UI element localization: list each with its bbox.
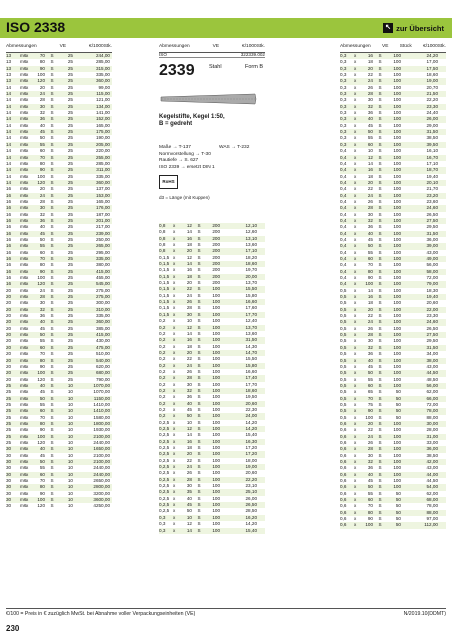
table-row: 25 m6 x 120 S 10 2440,00 xyxy=(6,439,110,445)
table-row: 0,5 x 45 S 100 43,00 xyxy=(340,363,438,369)
footer xyxy=(6,608,446,617)
table-row: 14 m6 x 20 S 25 99,00 xyxy=(6,84,110,90)
table-row: 14 m6 x 70 S 25 255,00 xyxy=(6,154,110,160)
table-row: 0,2,5 x 40 S 100 26,00 xyxy=(159,495,257,501)
table-row: 0,8 x 14 S 200 12,60 xyxy=(159,229,257,235)
table-row: 0,3 x 32 S 100 23,30 xyxy=(340,104,446,110)
overview-link[interactable] xyxy=(383,21,444,35)
table-row: 0,2 x 14 S 100 13,60 xyxy=(159,330,257,336)
table-row: 25 m6 x 50 S 10 1150,00 xyxy=(6,395,110,401)
table-row: 0,2,5 x 28 S 100 22,20 xyxy=(159,477,265,483)
table-row: 13 m6 x 80 S 25 285,00 xyxy=(6,59,110,65)
table-row: 0,5 x 65 S 50 62,00 xyxy=(340,389,438,395)
table-row: 14 m6 x 32 S 25 141,00 xyxy=(6,110,110,116)
table-row: 16 m6 x 120 S 25 545,00 xyxy=(6,281,110,287)
table-row: 0,3 x 28 S 100 21,50 xyxy=(340,91,446,97)
table-row: 0,4 x 32 S 100 27,50 xyxy=(340,218,446,224)
table-row: 25 m6 x 45 S 10 1070,00 xyxy=(6,389,110,395)
table-row: 14 m6 x 120 S 25 360,00 xyxy=(6,179,110,185)
table-row: 0,2 x 26 S 100 16,60 xyxy=(159,368,257,374)
table-row: 0,2 x 40 S 100 20,60 xyxy=(159,401,265,407)
table-row: 16 m6 x 20 S 25 137,00 xyxy=(6,186,110,192)
table-row: 16 m6 x 45 S 25 239,00 xyxy=(6,230,110,236)
table-row: 0,4 x 45 S 100 36,00 xyxy=(340,236,438,242)
table-row: 0,5 x 22 S 100 23,30 xyxy=(340,313,438,319)
table-row: 0,4 x 100 S 100 79,00 xyxy=(340,281,446,287)
table-row: 0,4 x 30 S 100 26,50 xyxy=(340,211,438,217)
footer-note: €/100 = Preis in € zuzüglich MwSt. bei Abnahme voller Verpackungseinheiten (VE) xyxy=(6,611,196,617)
table-row: 0,5 x 55 S 100 48,50 xyxy=(340,376,438,382)
table-row: 0,2 x 12 S 100 13,70 xyxy=(159,325,265,331)
table-row: 0,4 x 16 S 100 18,70 xyxy=(340,167,446,173)
table-row: 0,5 x 14 S 100 18,30 xyxy=(340,287,438,293)
table-row: 0,1,5 x 30 S 100 17,70 xyxy=(159,312,265,318)
table-row: 0,8 x 20 S 200 17,10 xyxy=(159,248,265,254)
table-row: 0,5 x 32 S 100 31,50 xyxy=(340,345,446,351)
table-row: 20 m6 x 70 S 25 510,00 xyxy=(6,351,110,357)
info-link[interactable]: Normvorstellung → T-30 xyxy=(159,151,211,157)
page-number: 230 xyxy=(6,624,20,633)
table-row: 20 m6 x 30 S 25 300,00 xyxy=(6,300,110,306)
product-note: d3 = Länge (mit Kuppen) xyxy=(159,195,210,200)
table-row: 14 m6 x 50 S 25 190,00 xyxy=(6,135,110,141)
table-row: 0,2,5 x 45 S 100 26,50 xyxy=(159,502,265,508)
table-row: 0,4 x 90 S 100 72,00 xyxy=(340,275,438,281)
table-row: 0,3 x 20 S 100 17,50 xyxy=(340,66,446,72)
table-row: 0,1,5 x 28 S 100 17,60 xyxy=(159,305,257,311)
table-row: 0,2 x 28 S 100 17,40 xyxy=(159,375,265,381)
product-material: Stahl xyxy=(209,64,222,70)
table-row: 0,2,5 x 22 S 100 18,00 xyxy=(159,457,257,463)
table-row: 0,6 x 20 S 100 30,00 xyxy=(340,421,446,427)
table-row: 0,3 x 60 S 100 39,50 xyxy=(340,142,446,148)
table-row: 0,5 x 30 S 100 29,50 xyxy=(340,338,438,344)
table-row: 0,2 x 32 S 100 18,60 xyxy=(159,388,265,394)
table-row: 0,3 x 55 S 100 38,50 xyxy=(340,135,438,141)
table-row: 20 m6 x 24 S 25 275,00 xyxy=(6,287,110,293)
table-row: 30 m6 x 50 S 10 2100,00 xyxy=(6,459,110,464)
table-row: 0,1,5 x 24 S 100 15,80 xyxy=(159,292,257,298)
table-row: 0,6 x 60 S 50 68,00 xyxy=(340,497,446,503)
table-column-1 xyxy=(6,44,112,510)
table-row: 16 m6 x 60 S 25 295,00 xyxy=(6,249,110,255)
table-row: 0,4 x 28 S 100 24,60 xyxy=(340,205,446,211)
table-row: 0,4 x 22 S 100 21,70 xyxy=(340,186,438,192)
table-row: 0,6 x 22 S 100 28,00 xyxy=(340,427,438,433)
table-row: 0,3 x 10 S 100 16,20 xyxy=(159,515,265,521)
table-row: 0,2 x 50 S 100 24,00 xyxy=(159,413,265,419)
table-row: 0,8 x 18 S 200 13,60 xyxy=(159,242,257,248)
table-row: 20 m6 x 45 S 25 385,00 xyxy=(6,325,110,331)
table-row: 0,2 x 45 S 100 22,30 xyxy=(159,406,257,412)
table-row: 0,6 x 24 S 100 31,00 xyxy=(340,434,446,440)
table-row: 0,5 x 90 S 50 78,00 xyxy=(340,408,446,414)
rohs-badge: RoHS xyxy=(159,175,178,189)
table-row: 0,2 x 30 S 100 17,70 xyxy=(159,381,257,387)
table-row: 0,2,5 x 10 S 100 14,20 xyxy=(159,419,257,425)
table-row: 14 m6 x 24 S 25 115,00 xyxy=(6,91,110,97)
table-row: 25 m6 x 80 S 10 1800,00 xyxy=(6,420,110,426)
column-header: Abmessungen VE €/1000Stk. xyxy=(159,44,265,53)
table-row: 0,2,5 x 24 S 100 19,00 xyxy=(159,464,265,470)
table-row: 0,6 x 26 S 100 33,00 xyxy=(340,439,438,445)
info-link[interactable]: Maße → T-137 xyxy=(159,145,191,150)
product-info-links xyxy=(159,145,215,171)
table-row: 25 m6 x 40 S 10 1070,00 xyxy=(6,382,110,388)
table-row: 0,1,5 x 20 S 200 13,70 xyxy=(159,280,257,286)
table-row: 13 m6 x 100 S 25 335,00 xyxy=(6,72,110,78)
column-header: Abmessungen VE Stück €/1000Stk. xyxy=(340,44,446,53)
table-row: 30 m6 x 60 S 10 2440,00 xyxy=(6,471,110,477)
table-row: 16 m6 x 40 S 25 217,00 xyxy=(6,224,110,230)
table-row: 14 m6 x 60 S 25 220,00 xyxy=(6,148,110,154)
product-info xyxy=(159,52,265,220)
table-row: 0,6 x 32 S 100 42,00 xyxy=(340,459,446,465)
table-row: 0,6 x 36 S 100 43,00 xyxy=(340,465,438,471)
table-row: 0,3 x 45 S 100 29,00 xyxy=(340,122,438,128)
table-row: 0,4 x 50 S 100 39,00 xyxy=(340,243,446,249)
overview-label: zur Übersicht xyxy=(396,23,444,33)
table-row: 0,2,5 x 16 S 100 16,30 xyxy=(159,439,265,445)
table-row: 13 m6 x 120 S 25 360,00 xyxy=(6,78,110,84)
table-row: 0,5 x 16 S 100 19,40 xyxy=(340,294,446,300)
table-row: 0,5 x 36 S 100 34,00 xyxy=(340,351,438,357)
table-row: 30 m6 x 120 S 10 4250,00 xyxy=(6,503,110,509)
table-row: 0,6 x 50 S 100 54,00 xyxy=(340,484,446,490)
table-row: 0,4 x 20 S 100 20,10 xyxy=(340,180,446,186)
table-row: 0,5 x 60 S 100 56,00 xyxy=(340,383,446,389)
table-row: 14 m6 x 45 S 25 175,00 xyxy=(6,129,110,135)
table-row: 13 m6 x 70 S 25 244,00 xyxy=(6,53,110,58)
table-row: 0,4 x 10 S 100 16,10 xyxy=(340,148,438,154)
table-row: 14 m6 x 28 S 25 121,00 xyxy=(6,97,110,103)
table-row: 16 m6 x 70 S 25 335,00 xyxy=(6,256,110,261)
table-row: 0,2 x 18 S 100 14,30 xyxy=(159,343,257,349)
table-row: 0,2,5 x 12 S 100 14,20 xyxy=(159,426,265,432)
table-row: 20 m6 x 120 S 25 790,00 xyxy=(6,376,110,382)
column-header: Abmessungen VE €/1000Stk. xyxy=(6,44,112,53)
table-row: 0,3 x 50 S 100 31,50 xyxy=(340,129,446,135)
table-row: 0,3 x 22 S 100 18,60 xyxy=(340,72,438,78)
table-row: 0,1,5 x 12 S 200 18,20 xyxy=(159,254,257,260)
table-row: 0,5 x 20 S 100 22,00 xyxy=(340,307,446,313)
table-row: 0,3 x 18 S 100 17,00 xyxy=(340,59,438,65)
table-row: 14 m6 x 100 S 25 335,00 xyxy=(6,173,110,179)
table-row: 20 m6 x 55 S 25 430,00 xyxy=(6,338,110,344)
info-link[interactable]: WAS → T-232 xyxy=(219,145,250,150)
table-row: 16 m6 x 24 S 25 153,00 xyxy=(6,192,110,198)
table-row: 0,2,5 x 14 S 100 15,40 xyxy=(159,432,257,438)
table-row: 14 m6 x 80 S 25 285,00 xyxy=(6,160,110,166)
table-row: 0,2 x 10 S 100 12,40 xyxy=(159,318,257,324)
table-row: 0,4 x 18 S 100 19,40 xyxy=(340,173,438,179)
table-row: 20 m6 x 100 S 25 680,00 xyxy=(6,370,110,376)
table-row: 0,3 x 24 S 100 19,00 xyxy=(340,78,446,84)
table-row: 0,1,5 x 22 S 100 15,50 xyxy=(159,286,265,292)
table-row: 0,5 x 70 S 50 66,00 xyxy=(340,396,446,402)
table-row: 30 m6 x 70 S 10 2650,00 xyxy=(6,478,110,484)
table-row: 0,3 x 12 S 100 14,20 xyxy=(159,521,257,527)
table-row: 16 m6 x 80 S 25 380,00 xyxy=(6,262,110,268)
table-row: 14 m6 x 55 S 25 205,00 xyxy=(6,141,110,147)
table-row: 14 m6 x 90 S 25 311,00 xyxy=(6,167,110,173)
table-row: 30 m6 x 100 S 10 3600,00 xyxy=(6,497,110,503)
page-title: ISO 2338 xyxy=(6,19,66,35)
product-number: 2339 xyxy=(159,62,195,79)
table-row: 30 m6 x 55 S 10 2440,00 xyxy=(6,465,110,471)
table-row: 0,8 x 16 S 200 13,10 xyxy=(159,236,265,242)
table-row: 0,2,5 x 26 S 100 20,60 xyxy=(159,470,257,476)
table-row: 0,3 x 16 S 100 24,20 xyxy=(340,53,446,59)
table-row: 0,6 x 100 S 50 112,00 xyxy=(340,522,446,528)
table-row: 16 m6 x 30 S 25 176,00 xyxy=(6,205,110,211)
table-column-2 xyxy=(159,223,265,534)
table-row: 30 m6 x 80 S 10 2800,00 xyxy=(6,484,110,490)
table-row: 25 m6 x 100 S 10 2100,00 xyxy=(6,433,110,439)
table-row: 0,3 x 36 S 100 24,40 xyxy=(340,110,438,116)
table-row: 20 m6 x 90 S 25 620,00 xyxy=(6,363,110,369)
table-row: 0,3 x 30 S 100 22,20 xyxy=(340,97,438,103)
table-row: 0,4 x 24 S 100 23,20 xyxy=(340,193,446,199)
table-row: 13 m6 x 90 S 25 315,00 xyxy=(6,65,110,71)
table-row: 0,2,5 x 50 S 100 28,50 xyxy=(159,508,257,514)
table-row: 0,4 x 26 S 100 23,60 xyxy=(340,198,438,204)
table-row: 20 m6 x 28 S 25 275,00 xyxy=(6,294,110,300)
table-row: 20 m6 x 50 S 25 415,00 xyxy=(6,332,110,338)
table-row: 0,6 x 40 S 100 44,00 xyxy=(340,472,446,478)
taper-pin-illustration xyxy=(159,88,259,110)
table-row: 16 m6 x 100 S 25 455,00 xyxy=(6,275,110,281)
table-row: 20 m6 x 60 S 25 475,00 xyxy=(6,344,110,350)
arrow-up-left-icon: ↖ xyxy=(383,23,393,33)
table-row: 0,5 x 75 S 50 72,00 xyxy=(340,401,438,407)
table-row: 0,5 x 18 S 100 20,60 xyxy=(340,300,438,306)
table-row: 0,5 x 50 S 100 44,50 xyxy=(340,370,446,376)
product-header: ISO 322339.002 xyxy=(159,52,265,57)
table-row: 0,2 x 20 S 100 14,70 xyxy=(159,350,265,356)
table-row: 0,2 x 22 S 100 15,50 xyxy=(159,356,257,362)
table-row: 25 m6 x 60 S 10 1410,00 xyxy=(6,408,110,414)
table-row: 14 m6 x 40 S 25 165,00 xyxy=(6,122,110,128)
table-row: 0,6 x 80 S 50 88,00 xyxy=(340,510,446,516)
table-row: 0,5 x 40 S 100 38,00 xyxy=(340,358,446,364)
table-row: 0,1,5 x 14 S 200 18,60 xyxy=(159,261,265,267)
table-row: 20 m6 x 80 S 25 540,00 xyxy=(6,357,110,363)
table-row: 14 m6 x 30 S 25 134,00 xyxy=(6,103,110,109)
table-row: 20 m6 x 40 S 25 360,00 xyxy=(6,319,110,325)
table-row: 0,5 x 28 S 100 27,50 xyxy=(340,332,446,338)
table-row: 0,2 x 36 S 100 19,50 xyxy=(159,394,257,400)
table-row: 30 m6 x 90 S 10 3200,00 xyxy=(6,490,110,496)
table-row: 25 m6 x 55 S 10 1410,00 xyxy=(6,401,110,407)
table-row: 14 m6 x 36 S 25 152,00 xyxy=(6,116,110,122)
table-row: 0,4 x 80 S 100 58,00 xyxy=(340,269,446,275)
table-row: 20 m6 x 32 S 25 310,00 xyxy=(6,306,110,312)
info-link[interactable]: Rautiefe → S. 627 xyxy=(159,158,199,164)
table-row: 25 m6 x 70 S 10 1580,00 xyxy=(6,414,110,420)
table-row: 0,4 x 60 S 100 49,00 xyxy=(340,256,446,262)
table-row: 0,2,5 x 18 S 100 17,20 xyxy=(159,445,257,451)
table-row: 30 m6 x 40 S 10 1650,00 xyxy=(6,446,110,452)
table-row: 0,6 x 30 S 100 38,50 xyxy=(340,452,438,458)
table-row: 25 m6 x 90 S 10 1930,00 xyxy=(6,427,110,433)
table-row: 16 m6 x 32 S 25 187,00 xyxy=(6,211,110,217)
table-row: 0,6 x 70 S 50 78,00 xyxy=(340,503,438,509)
table-row: 0,3 x 14 S 100 15,40 xyxy=(159,528,265,534)
table-row: 0,3 x 26 S 100 20,70 xyxy=(340,84,438,90)
table-row: 0,5 x 100 S 50 88,00 xyxy=(340,414,438,420)
table-row: 30 m6 x 45 S 10 2100,00 xyxy=(6,452,110,458)
product-form: Form B xyxy=(244,64,263,70)
table-row: 0,4 x 14 S 100 17,10 xyxy=(340,160,438,166)
table-row: 0,2 x 24 S 100 15,80 xyxy=(159,363,265,369)
table-row: 0,1,5 x 18 S 200 20,00 xyxy=(159,274,265,280)
table-column-3 xyxy=(340,44,446,529)
table-row: 16 m6 x 36 S 25 201,00 xyxy=(6,217,110,223)
table-row: 0,4 x 40 S 100 31,50 xyxy=(340,231,446,237)
table-row: 0,8 x 12 S 200 12,10 xyxy=(159,223,265,229)
table-row: 0,4 x 55 S 100 43,00 xyxy=(340,249,438,255)
table-row: 0,1,5 x 26 S 100 16,60 xyxy=(159,299,265,305)
table-row: 0,6 x 55 S 50 62,00 xyxy=(340,490,438,496)
table-row: 0,1,5 x 16 S 200 19,70 xyxy=(159,267,257,273)
table-row: 16 m6 x 28 S 25 165,00 xyxy=(6,198,110,204)
footer-code: N/2019.10(DDMT) xyxy=(403,611,446,617)
table-row: 0,4 x 70 S 100 56,00 xyxy=(340,262,438,268)
table-row: 0,3 x 40 S 100 26,00 xyxy=(340,116,446,122)
table-row: 0,6 x 45 S 100 44,50 xyxy=(340,478,438,484)
table-row: 0,5 x 26 S 100 26,50 xyxy=(340,325,438,331)
table-row: 20 m6 x 36 S 25 335,00 xyxy=(6,313,110,319)
table-row: 0,2,5 x 20 S 100 17,20 xyxy=(159,451,265,457)
table-row: 0,2,5 x 30 S 100 23,10 xyxy=(159,483,257,489)
table-row: 0,4 x 12 S 100 16,70 xyxy=(340,155,446,161)
product-description: Kegelstifte, Kegel 1:50, B = gedreht xyxy=(159,114,225,127)
table-row: 0,6 x 90 S 50 97,00 xyxy=(340,516,438,522)
table-row: 16 m6 x 90 S 25 415,00 xyxy=(6,268,110,274)
info-link[interactable]: ISO 2339 → ersetzt DIN 1 xyxy=(159,164,215,170)
table-row: 16 m6 x 50 S 25 250,00 xyxy=(6,236,110,242)
table-row: 0,6 x 28 S 100 36,00 xyxy=(340,446,446,452)
table-row: 0,5 x 24 S 100 24,60 xyxy=(340,319,446,325)
table-row: 0,2,5 x 35 S 100 25,10 xyxy=(159,489,265,495)
table-row: 0,4 x 36 S 100 29,50 xyxy=(340,224,438,230)
table-row: 16 m6 x 55 S 25 265,00 xyxy=(6,243,110,249)
table-row: 0,2 x 16 S 100 31,50 xyxy=(159,337,265,343)
